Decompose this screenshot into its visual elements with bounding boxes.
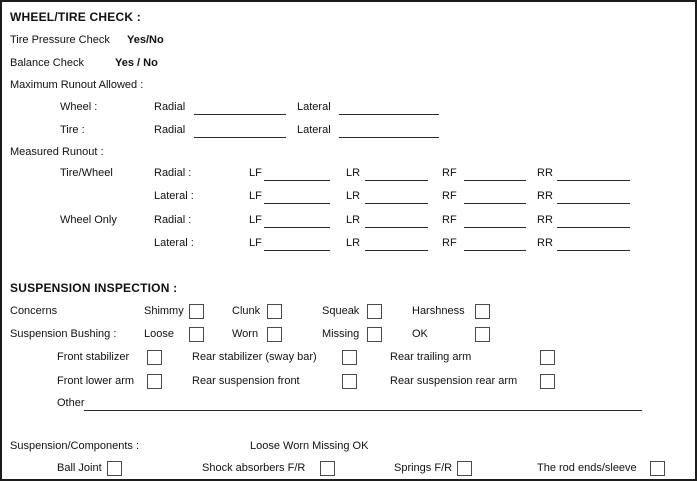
wheel-only-lateral-lr-line[interactable]: [365, 237, 428, 251]
shock-absorbers-checkbox[interactable]: [320, 461, 335, 476]
ball-joint-checkbox[interactable]: [107, 461, 122, 476]
suspension-section-header: [2, 281, 695, 297]
wheel-radial-input-line[interactable]: [194, 101, 286, 115]
lr-label: LR: [346, 214, 361, 226]
lower-arm-row: [2, 374, 695, 390]
lr-label: LR: [346, 237, 361, 249]
wheel-only-radial-row: [2, 213, 695, 229]
rear-suspension-front-label: Rear suspension front: [192, 375, 300, 387]
harshness-checkbox[interactable]: [475, 304, 490, 319]
tire-row-label: Tire :: [60, 124, 85, 136]
squeak-label: Squeak: [322, 305, 360, 317]
other-input-line[interactable]: [84, 397, 642, 411]
rr-label: RR: [537, 167, 553, 179]
wheel-only-lateral-rf-line[interactable]: [464, 237, 526, 251]
clunk-checkbox[interactable]: [267, 304, 282, 319]
wheel-only-lateral-rr-line[interactable]: [557, 237, 630, 251]
rr-label: RR: [537, 237, 553, 249]
harshness-label: Harshness: [412, 305, 465, 317]
tire-pressure-label: Tire Pressure Check: [10, 34, 110, 46]
springs-label: Springs F/R: [394, 462, 453, 474]
lf-label: LF: [249, 167, 262, 179]
balance-check-label: Balance Check: [10, 57, 84, 69]
bushing-label: Suspension Bushing :: [10, 328, 117, 340]
balance-check-value: Yes / No: [115, 57, 158, 69]
wheel-row-label: Wheel :: [60, 101, 98, 113]
stabilizer-row: [2, 350, 695, 366]
components-column-header: Loose Worn Missing OK: [250, 440, 369, 452]
measured-runout-heading: Measured Runout :: [10, 146, 104, 158]
tire-wheel-radial-lf-line[interactable]: [264, 167, 330, 181]
lf-label: LF: [249, 214, 262, 226]
lr-label: LR: [346, 167, 361, 179]
rear-stabilizer-checkbox[interactable]: [342, 350, 357, 365]
tire-pressure-value: Yes/No: [127, 34, 164, 46]
max-runout-heading-row: [2, 78, 695, 94]
squeak-checkbox[interactable]: [367, 304, 382, 319]
tire-radial-input-line[interactable]: [194, 124, 286, 138]
concerns-row: [2, 304, 695, 320]
radial-row-label: Radial :: [154, 214, 192, 226]
other-label: Other: [57, 397, 85, 409]
ok-label: OK: [412, 328, 428, 340]
rf-label: RF: [442, 190, 457, 202]
tire-wheel-group-label: Tire/Wheel: [60, 167, 113, 179]
tire-wheel-lateral-row: [2, 189, 695, 205]
components-header-row: [2, 439, 695, 455]
wheel-only-radial-rr-line[interactable]: [557, 214, 630, 228]
tire-wheel-lateral-lf-line[interactable]: [264, 190, 330, 204]
tire-wheel-radial-row: [2, 166, 695, 182]
worn-checkbox[interactable]: [267, 327, 282, 342]
wheel-only-radial-lf-line[interactable]: [264, 214, 330, 228]
lr-label: LR: [346, 190, 361, 202]
components-label: Suspension/Components :: [10, 440, 140, 452]
tire-wheel-lateral-rr-line[interactable]: [557, 190, 630, 204]
front-stabilizer-checkbox[interactable]: [147, 350, 162, 365]
max-runout-wheel-row: [2, 100, 695, 116]
other-row: [2, 396, 695, 412]
shimmy-label: Shimmy: [144, 305, 184, 317]
radial-row-label: Radial :: [154, 167, 192, 179]
rf-label: RF: [442, 167, 457, 179]
tire-wheel-radial-rr-line[interactable]: [557, 167, 630, 181]
wheel-only-lateral-lf-line[interactable]: [264, 237, 330, 251]
clunk-label: Clunk: [232, 305, 261, 317]
missing-label: Missing: [322, 328, 360, 340]
lateral-label: Lateral: [297, 101, 331, 113]
rf-label: RF: [442, 214, 457, 226]
tire-wheel-lateral-lr-line[interactable]: [365, 190, 428, 204]
lf-label: LF: [249, 190, 262, 202]
front-lower-arm-checkbox[interactable]: [147, 374, 162, 389]
shimmy-checkbox[interactable]: [189, 304, 204, 319]
shock-absorbers-label: Shock absorbers F/R: [202, 462, 306, 474]
rear-trailing-arm-label: Rear trailing arm: [390, 351, 472, 363]
radial-label: Radial: [154, 124, 186, 136]
rear-suspension-rear-arm-label: Rear suspension rear arm: [390, 375, 518, 387]
front-lower-arm-label: Front lower arm: [57, 375, 135, 387]
wheel-only-radial-rf-line[interactable]: [464, 214, 526, 228]
radial-label: Radial: [154, 101, 186, 113]
ball-joint-label: Ball Joint: [57, 462, 102, 474]
tire-wheel-lateral-rf-line[interactable]: [464, 190, 526, 204]
worn-label: Worn: [232, 328, 259, 340]
lateral-row-label: Lateral :: [154, 190, 194, 202]
loose-checkbox[interactable]: [189, 327, 204, 342]
wheel-only-radial-lr-line[interactable]: [365, 214, 428, 228]
rear-suspension-front-checkbox[interactable]: [342, 374, 357, 389]
wheel-tire-check-section-header: [2, 10, 695, 26]
rf-label: RF: [442, 237, 457, 249]
rr-label: RR: [537, 214, 553, 226]
rod-ends-sleeve-checkbox[interactable]: [650, 461, 665, 476]
section-title: WHEEL/TIRE CHECK :: [10, 10, 141, 24]
lateral-row-label: Lateral :: [154, 237, 194, 249]
wheel-lateral-input-line[interactable]: [339, 101, 439, 115]
tire-wheel-radial-rf-line[interactable]: [464, 167, 526, 181]
max-runout-heading: Maximum Runout Allowed :: [10, 79, 144, 91]
missing-checkbox[interactable]: [367, 327, 382, 342]
loose-label: Loose: [144, 328, 174, 340]
rear-suspension-rear-arm-checkbox[interactable]: [540, 374, 555, 389]
front-stabilizer-label: Front stabilizer: [57, 351, 130, 363]
max-runout-tire-row: [2, 123, 695, 139]
lf-label: LF: [249, 237, 262, 249]
suspension-bushing-row: [2, 327, 695, 343]
rod-ends-sleeve-label: The rod ends/sleeve: [537, 462, 637, 474]
wheel-only-lateral-row: [2, 236, 695, 252]
ok-checkbox[interactable]: [475, 327, 490, 342]
rear-stabilizer-label: Rear stabilizer (sway bar): [192, 351, 317, 363]
wheel-only-group-label: Wheel Only: [60, 214, 117, 226]
tire-pressure-row: [2, 33, 695, 49]
components-row: [2, 461, 695, 477]
lateral-label: Lateral: [297, 124, 331, 136]
rear-trailing-arm-checkbox[interactable]: [540, 350, 555, 365]
springs-checkbox[interactable]: [457, 461, 472, 476]
balance-check-row: [2, 56, 695, 72]
concerns-label: Concerns: [10, 305, 58, 317]
section-title: SUSPENSION INSPECTION :: [10, 281, 178, 295]
measured-runout-heading-row: [2, 145, 695, 161]
tire-lateral-input-line[interactable]: [339, 124, 439, 138]
rr-label: RR: [537, 190, 553, 202]
tire-wheel-radial-lr-line[interactable]: [365, 167, 428, 181]
